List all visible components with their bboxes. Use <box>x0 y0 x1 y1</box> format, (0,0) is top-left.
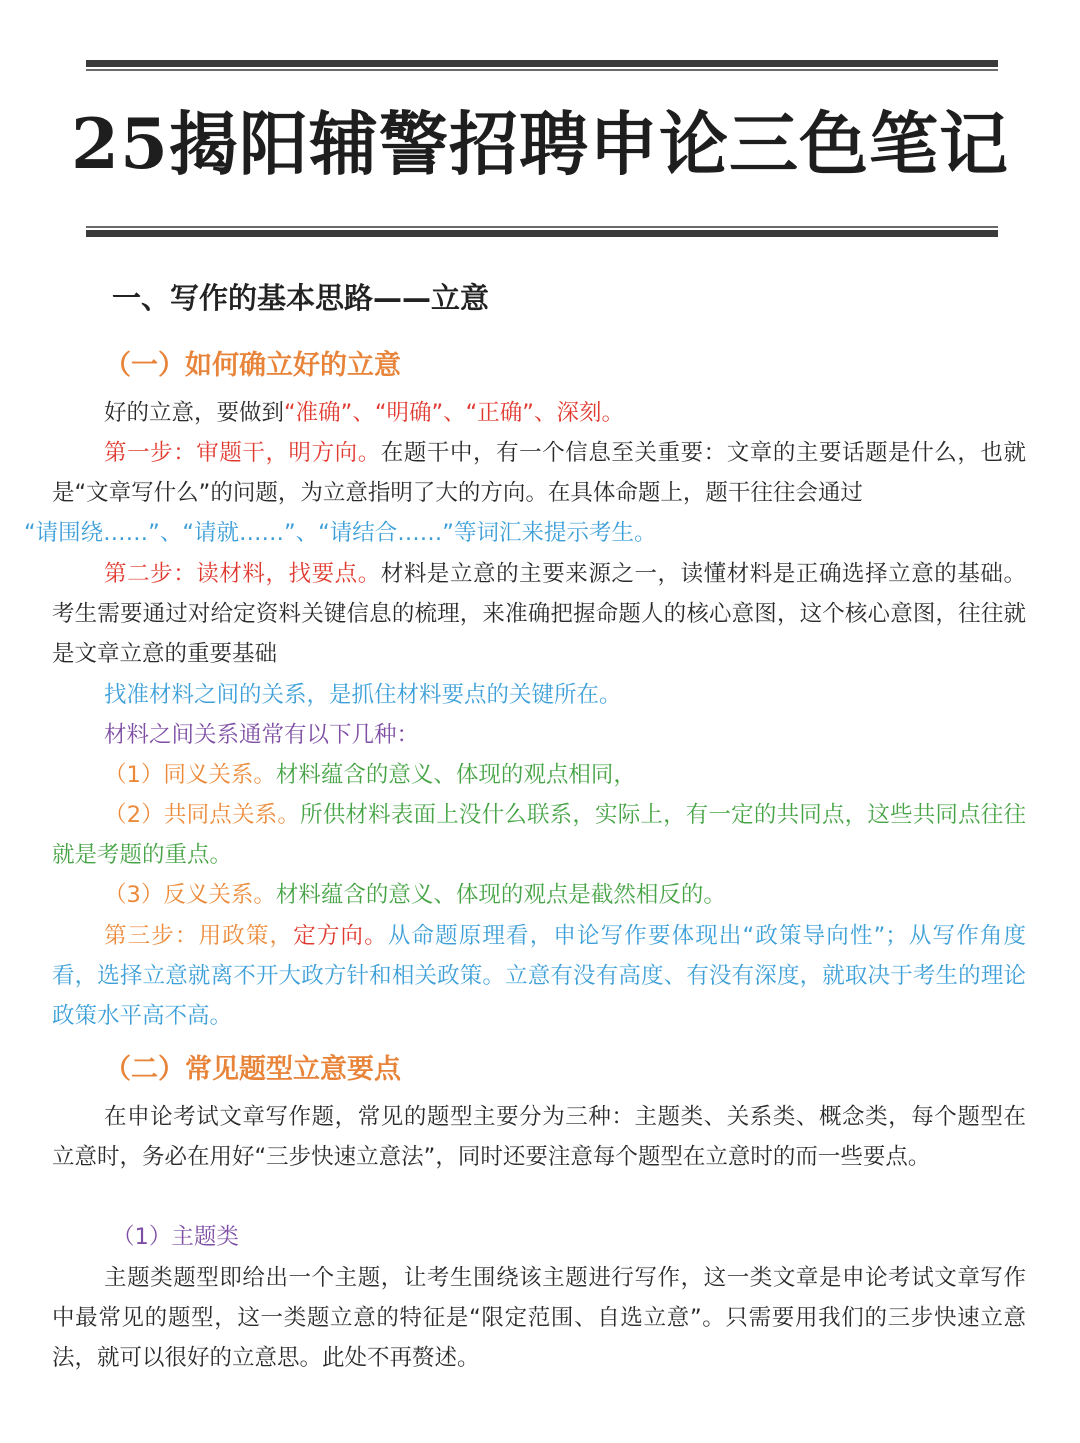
step1-label: 第一步：审题干，明方向。 <box>104 440 381 466</box>
page-title: 25揭阳辅警招聘申论三色笔记 <box>70 104 1010 185</box>
intro-paragraph <box>52 393 1026 433</box>
subtype-heading-theme: （1）主题类 <box>112 1224 239 1250</box>
top-divider <box>86 60 998 71</box>
intro-prefix: 好的立意，要做到 <box>104 400 285 426</box>
relation-intro-line: 材料之间关系通常有以下几种： <box>104 722 420 748</box>
section-heading: 一、写作的基本思路——立意 <box>112 281 490 315</box>
relation-item-1 <box>52 755 1026 795</box>
step1-text: 在题干中，有一个信息至关重要：文章的主要话题是什么，也就是“文章写什么”的问题，为立意指明了大的方向。在具体命题上，题干往往会通过 <box>52 440 1026 507</box>
relation-3-text: 材料蕴含的意义、体现的观点是截然相反的。 <box>275 882 726 908</box>
step2-text: 材料是立意的主要来源之一，读懂材料是正确选择立意的基础。考生需要通过对给定资料关键信息的梳理，来准确把握命题人的核心意图，这个核心意图，往往就是文章立意的重要基础 <box>52 561 1026 668</box>
bottom-divider <box>86 226 998 237</box>
intro-keywords: “准确”、“明确”、“正确”、深刻。 <box>284 400 624 426</box>
relation-item-2 <box>52 795 1026 875</box>
step2-paragraph <box>52 554 1026 675</box>
step1-examples: “请围绕……”、“请就……”、“请结合……”等词汇来提示考生。 <box>24 520 657 547</box>
subsection-heading-2: （二）常见题型立意要点 <box>104 1054 401 1085</box>
subtype-theme-paragraph: 主题类题型即给出一个主题，让考生围绕该主题进行写作，这一类文章是申论考试文章写作中最常见的题型，这一类题立意的特征是“限定范围、自选立意”。只需要用我们的三步快速立意法，就可以很好的立意思。此处不再赘述。 <box>52 1265 1026 1372</box>
step1-paragraph <box>24 433 1026 554</box>
step3-paragraph <box>52 916 1026 1037</box>
relation-item-3 <box>52 875 1026 915</box>
step3-text: 从命题原理看，申论写作要体现出“政策导向性”；从写作角度看，选择立意就离不开大政方针和相关政策。立意有没有高度、有没有深度，就取决于考生的理论政策水平高不高。 <box>52 923 1026 1030</box>
relation-1-text: 材料蕴含的意义、体现的观点相同， <box>275 762 636 788</box>
relation-1-label: （1）同义关系。 <box>104 762 276 788</box>
relation-key-line: 找准材料之间的关系，是抓住材料要点的关键所在。 <box>104 682 622 708</box>
subsection-heading-1: （一）如何确立好的立意 <box>104 350 401 381</box>
relation-2-text: 所供材料表面上没什么联系，实际上，有一定的共同点，这些共同点往往就是考题的重点。 <box>52 802 1026 869</box>
relation-3-label: （3）反义关系。 <box>104 882 276 908</box>
step2-label: 第二步：读材料，找要点。 <box>104 561 381 587</box>
section2-intro: 在申论考试文章写作题，常见的题型主要分为三种：主题类、关系类、概念类，每个题型在立意时，务必在用好“三步快速立意法”，同时还要注意每个题型在立意时的而一些要点。 <box>52 1104 1026 1171</box>
step3-label-a: 第三步：用政策， <box>104 923 294 949</box>
step3-label-b: 定方向。 <box>293 923 388 949</box>
relation-2-label: （2）共同点关系。 <box>104 802 301 828</box>
